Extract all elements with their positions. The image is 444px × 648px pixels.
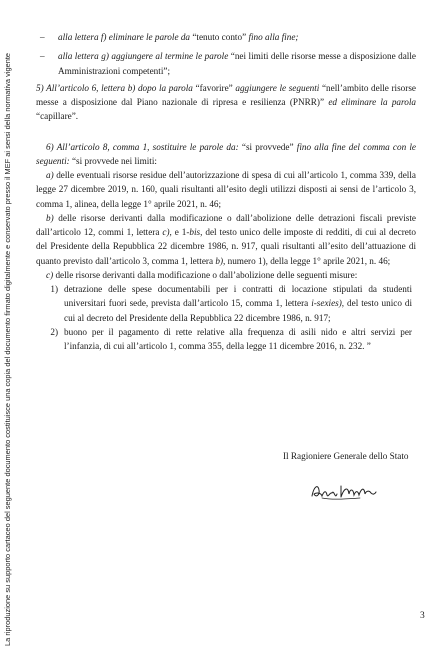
- clause-a: a) delle eventuali risorse residue dell’autorizzazione di spesa di cui all’articolo 1, comma 339, della legge 27 dicembre 2019, n. 160, quali risultanti all’esito degli utilizzi disposti ai sensi de l’articolo 3, comma 1, alinea, della legge 1° aprile 2021, n. 46;: [36, 170, 416, 209]
- paragraph-6: 6) All’articolo 8, comma 1, sostituire le parole da: “si provvede” fino alla fine del comma con le seguenti: “si provvede nei limiti:: [36, 141, 416, 166]
- handwritten-signature: [308, 480, 378, 502]
- document-body: [36, 30, 416, 353]
- sub-item-1: 1) detrazione delle spese documentabili per i contratti di locazione stipulati da studenti universitari fuori sede, prevista dall’articolo 15, comma 1, lettera i-sexies), del testo unico di cui al decreto del Presidente della Repubblica 22 dicembre 1986, n. 917;: [50, 284, 413, 323]
- clause-c: c) delle risorse derivanti dalla modificazione o dall’abolizione delle seguenti misure:: [46, 269, 358, 280]
- side-note-text: La riproduzione su supporto cartaceo del seguente documento costituisce una copia del documento firmato digitalmente e conservato presso il MEF ai sensi della normativa vigente: [3, 52, 12, 646]
- dash-bullet: –: [40, 32, 45, 42]
- side-margin-note: [2, 0, 14, 648]
- sub-item-2: 2) buono per il pagamento di rette relative alla frequenza di asili nido e altri servizi per l’infanzia, di cui all’articolo 1, comma 355, della legge 11 dicembre 2016, n. 232. ”: [50, 326, 412, 351]
- list-item: – alla lettera f) eliminare le parole da “tenuto conto” fino alla fine;: [36, 30, 416, 44]
- dash-bullet: –: [40, 51, 45, 62]
- list-item: – alla lettera g) aggiungere al termine le parole “nei limiti delle risorse messe a disposizione dalle Amministrazioni competenti”;: [36, 49, 416, 78]
- page-number: 3: [420, 611, 425, 621]
- paragraph-5: 5) All’articolo 6, lettera b) dopo la parola “favorire” aggiungere le seguenti “nell’ambito delle risorse messe a disposizione dal Piano nazionale di ripresa e resilienza (PNRR)” ed eliminare la parola “capillare”.: [36, 82, 416, 122]
- clause-b: b) delle risorse derivanti dalla modificazione o dall’abolizione delle detrazioni fiscali previste dall’articolo 12, commi 1, lettera c), e 1-bis, del testo unico delle imposte di redditi, di cui al decreto del Presidente della Repubblica 22 dicembre 1986, n. 917, quali risultanti all’esito dell’attuazione di quanto previsto dall’articolo 3, comma 1, lettera b), numero 1), della legge 1° aprile 2021, n. 46;: [36, 212, 417, 266]
- signer-title: Il Ragioniere Generale dello Stato: [283, 451, 409, 461]
